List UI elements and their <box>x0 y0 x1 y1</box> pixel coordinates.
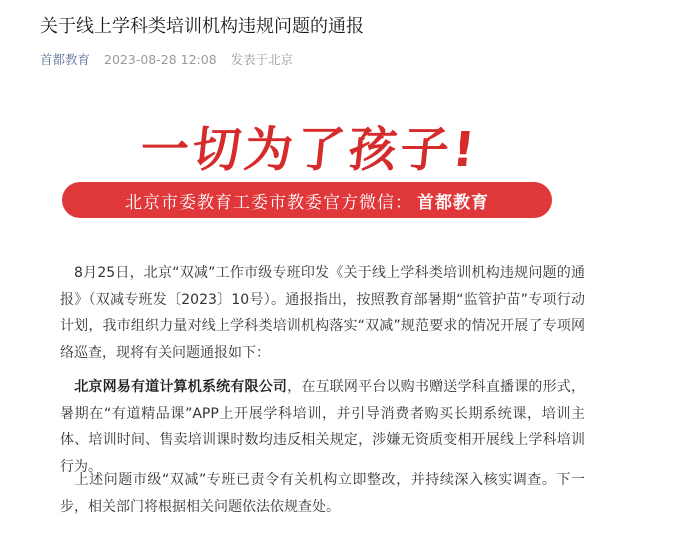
article-title: 关于线上学科类培训机构违规问题的通报 <box>40 16 364 37</box>
banner-image <box>60 112 560 220</box>
banner-subline: 北京市委教育工委市教委官方微信： <box>125 192 413 213</box>
account-name-link[interactable]: 首都教育 <box>40 52 91 67</box>
paragraph-intro-text: 8月25日，北京“双减”工作市级专班印发《关于线上学科类培训机构违规问题的通报》（双减专班发〔2023〕10号）。通报指出，按照教育部暑期“监管护苗”专项行动计划，我市组织力量对线上学科类培训机构落实“双减”规范要求的情况开展了专项网络巡查，现将有关问题通报如下： <box>60 265 585 361</box>
banner-brand: 首都教育 <box>417 192 489 213</box>
paragraph-followup-text: 上述问题市级“双减”专班已责令有关机构立即整改，并持续深入核实调查。下一步，相关部门将根据相关问题依法依规查处。 <box>60 472 585 515</box>
paragraph-followup <box>60 467 585 520</box>
publish-location: 发表于北京 <box>230 52 294 67</box>
publish-date: 2023-08-28 12:08 <box>104 52 217 67</box>
paragraph-intro <box>60 260 585 366</box>
article-meta <box>40 51 293 69</box>
company-name: 北京网易有道计算机系统有限公司 <box>74 379 288 395</box>
paragraph-violation-text: ，在互联网平台以购书赠送学科直播课的形式，暑期在“有道精品课”APP上开展学科培训，并引导消费者购买长期系统课，培训主体、培训时间、售卖培训课时数均违反相关规定，涉嫌无资质变相开展线上学科培训行为。 <box>60 379 586 475</box>
banner-slogan: 一切为了孩子! <box>137 121 482 178</box>
paragraph-violation <box>60 374 585 480</box>
banner-subtitle-pill <box>62 182 552 218</box>
